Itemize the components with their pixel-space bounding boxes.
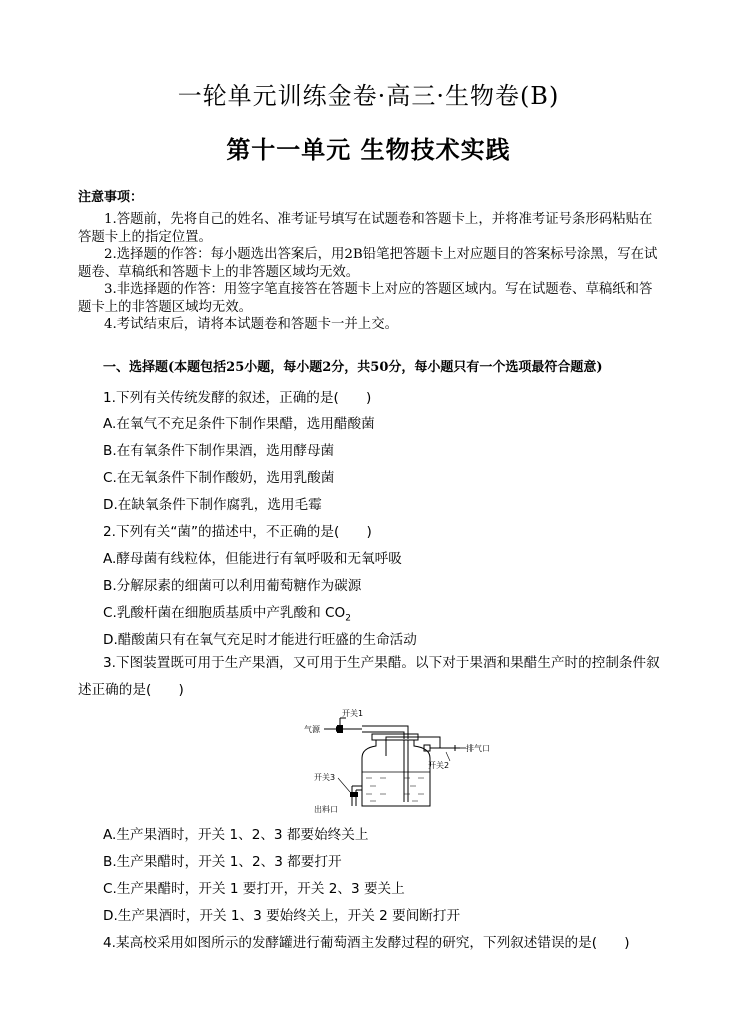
switch-2-label: 开关2 — [428, 761, 450, 770]
question-3-stem: 3.下图装置既可用于生产果酒，又可用于生产果醋。以下对于果酒和果醋生产时的控制条件叙述正确的是( ) — [78, 655, 660, 698]
notice-item: 3.非选择题的作答：用签字笔直接答在答题卡上对应的答题区域内。写在试题卷、草稿纸和答题卡上的非答题区域均无效。 — [78, 282, 653, 315]
question-3-option-a: A.生产果酒时，开关 1、2、3 都要始终关上 — [103, 827, 369, 843]
question-1-option-c: C.在无氧条件下制作酸奶，选用乳酸菌 — [103, 470, 335, 486]
switch-3-label: 开关3 — [314, 773, 336, 782]
question-1-option-d: D.在缺氧条件下制作腐乳，选用毛霉 — [103, 497, 322, 513]
subscript: 2 — [345, 613, 351, 624]
question-2-option-d: D.醋酸菌只有在氧气充足时才能进行旺盛的生命活动 — [103, 632, 417, 648]
question-1-option-a: A.在氧气不充足条件下制作果醋，选用醋酸菌 — [103, 416, 375, 432]
question-1-option-b: B.在有氧条件下制作果酒，选用酵母菌 — [103, 443, 335, 459]
question-1-stem: 1.下列有关传统发酵的叙述，正确的是( ) — [103, 390, 372, 406]
vent-label: 排气口 — [466, 744, 490, 753]
question-2-option-c — [103, 601, 351, 624]
switch-2-valve — [424, 745, 430, 751]
option-c-text: C.乳酸杆菌在细胞质基质中产乳酸和 CO — [103, 605, 346, 621]
notice-item: 1.答题前，先将自己的姓名、准考证号填写在试题卷和答题卡上，并将准考证号条形码粘贴在答题卡上的指定位置。 — [78, 212, 653, 245]
question-3-option-b: B.生产果醋时，开关 1、2、3 都要打开 — [103, 854, 342, 870]
notice-list — [78, 211, 663, 334]
question-2-option-a: A.酵母菌有线粒体，但能进行有氧呼吸和无氧呼吸 — [103, 551, 402, 567]
air-source-label: 气源 — [304, 725, 320, 734]
question-4-stem: 4.某高校采用如图所示的发酵罐进行葡萄酒主发酵过程的研究，下列叙述错误的是( ) — [103, 935, 630, 951]
question-2-option-b: B.分解尿素的细菌可以利用葡萄糖作为碳源 — [103, 578, 362, 594]
page-title: 一轮单元训练金卷·高三·生物卷(B) — [177, 82, 560, 110]
notice-heading: 注意事项： — [78, 190, 144, 205]
question-3-option-d: D.生产果酒时，开关 1、3 要始终关上，开关 2 要间断打开 — [103, 908, 461, 924]
section-heading: 一、选择题(本题包括25小题，每小题2分，共50分，每小题只有一个选项最符合题意) — [103, 360, 603, 375]
notice-item: 2.选择题的作答：每小题选出答案后，用2B铅笔把答题卡上对应题目的答案标号涂黑，写在试题卷、草稿纸和答题卡上的非答题区域均无效。 — [78, 247, 658, 280]
fermenter-diagram — [300, 706, 510, 816]
switch-1-label: 开关1 — [342, 709, 364, 718]
question-3-option-c: C.生产果醋时，开关 1 要打开，开关 2、3 要关上 — [103, 881, 405, 897]
unit-title: 第十一单元 生物技术实践 — [226, 135, 511, 164]
outlet-label: 出料口 — [314, 805, 338, 814]
switch-3-valve — [350, 792, 358, 797]
question-2-stem: 2.下列有关“菌”的描述中，不正确的是( ) — [103, 524, 372, 540]
notice-item: 4.考试结束后，请将本试题卷和答题卡一并上交。 — [104, 317, 398, 332]
